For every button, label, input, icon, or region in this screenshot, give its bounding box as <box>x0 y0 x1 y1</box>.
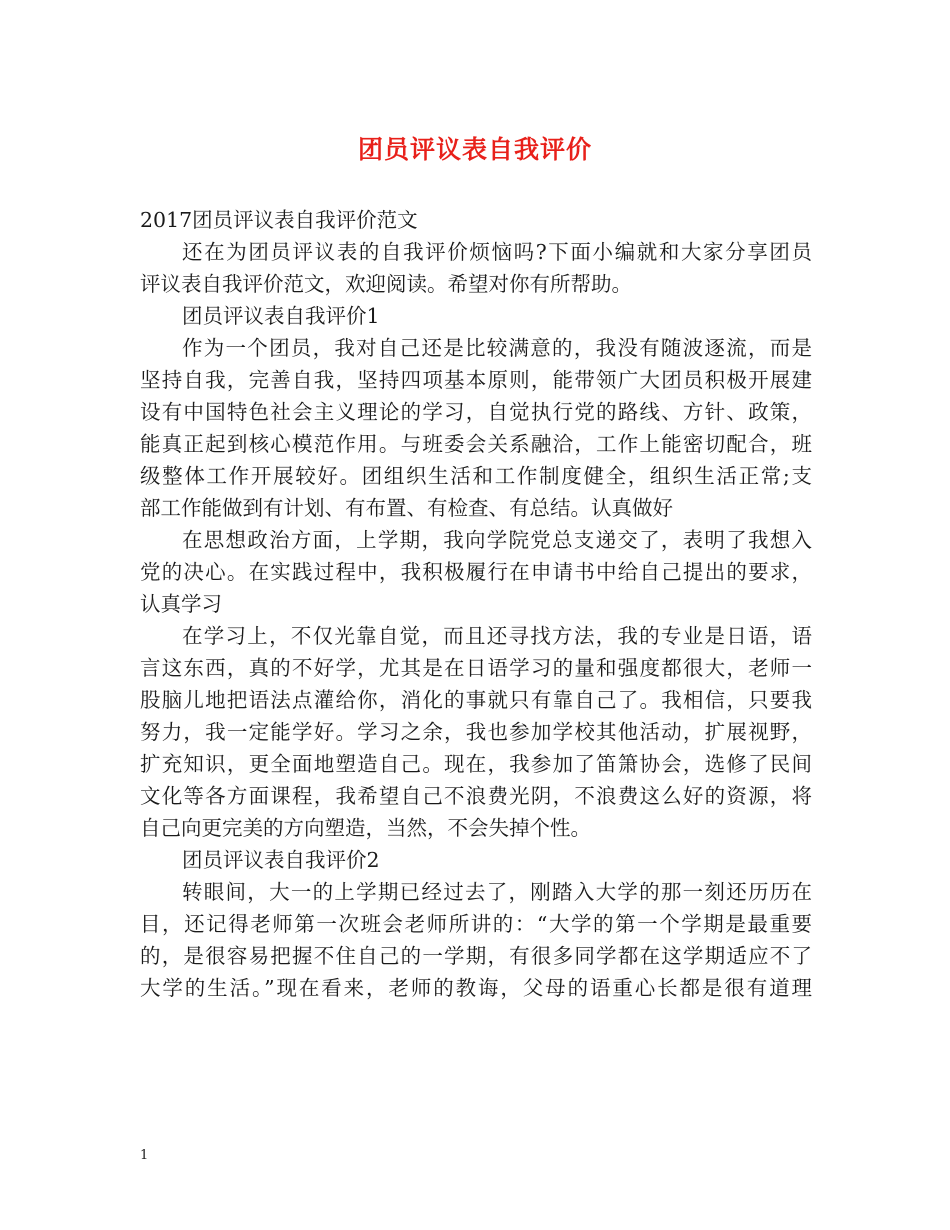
text-line: 部工作能做到有计划、有布置、有检查、有总结。认真做好 <box>140 496 673 520</box>
text-line: 言这东西，真的不好学，尤其是在日语学习的量和强度都很大，老师一 <box>140 656 812 680</box>
text-line: 设有中国特色社会主义理论的学习，自觉执行党的路线、方针、政策， <box>140 400 812 424</box>
text-line: 大学的生活。”现在看来，老师的教诲，父母的语重心长都是很有道理 <box>140 976 812 1000</box>
text-line: 级整体工作开展较好。团组织生活和工作制度健全，组织生活正常;支 <box>140 464 812 488</box>
text-line: 转眼间，大一的上学期已经过去了，刚踏入大学的那一刻还历历在 <box>182 880 812 904</box>
text-line: 团员评议表自我评价1 <box>182 304 380 328</box>
page-number: 1 <box>140 1148 149 1163</box>
text-line: 党的决心。在实践过程中，我积极履行在申请书中给自己提出的要求， <box>140 560 812 584</box>
text-line: 团员评议表自我评价2 <box>182 848 380 872</box>
text-line: 在学习上，不仅光靠自觉，而且还寻找方法，我的专业是日语，语 <box>182 624 812 648</box>
text-line: 文化等各方面课程，我希望自己不浪费光阴，不浪费这么好的资源，将 <box>140 784 812 808</box>
text-line: 2017团员评议表自我评价范文 <box>140 208 418 232</box>
text-line: 的，是很容易把握不住自己的一学期，有很多同学都在这学期适应不了 <box>140 944 812 968</box>
text-line: 目，还记得老师第一次班会老师所讲的：“大学的第一个学期是最重要 <box>140 912 812 936</box>
text-line: 坚持自我，完善自我，坚持四项基本原则，能带领广大团员积极开展建 <box>140 368 812 392</box>
text-line: 努力，我一定能学好。学习之余，我也参加学校其他活动，扩展视野， <box>140 720 812 744</box>
document-body <box>140 204 812 1004</box>
text-line: 自己向更完美的方向塑造，当然，不会失掉个性。 <box>140 816 591 840</box>
text-line: 在思想政治方面，上学期，我向学院党总支递交了，表明了我想入 <box>182 528 812 552</box>
text-line: 作为一个团员，我对自己还是比较满意的，我没有随波逐流，而是 <box>182 336 812 360</box>
document-title: 团员评议表自我评价 <box>357 135 592 164</box>
text-line: 还在为团员评议表的自我评价烦恼吗?下面小编就和大家分享团员 <box>182 240 812 264</box>
text-line: 认真学习 <box>140 592 222 616</box>
text-line: 扩充知识，更全面地塑造自己。现在，我参加了笛箫协会，选修了民间 <box>140 752 812 776</box>
text-line: 股脑儿地把语法点灌给你，消化的事就只有靠自己了。我相信，只要我 <box>140 688 812 712</box>
text-line: 评议表自我评价范文，欢迎阅读。希望对你有所帮助。 <box>140 272 632 296</box>
text-line: 能真正起到核心模范作用。与班委会关系融洽，工作上能密切配合，班 <box>140 432 812 456</box>
